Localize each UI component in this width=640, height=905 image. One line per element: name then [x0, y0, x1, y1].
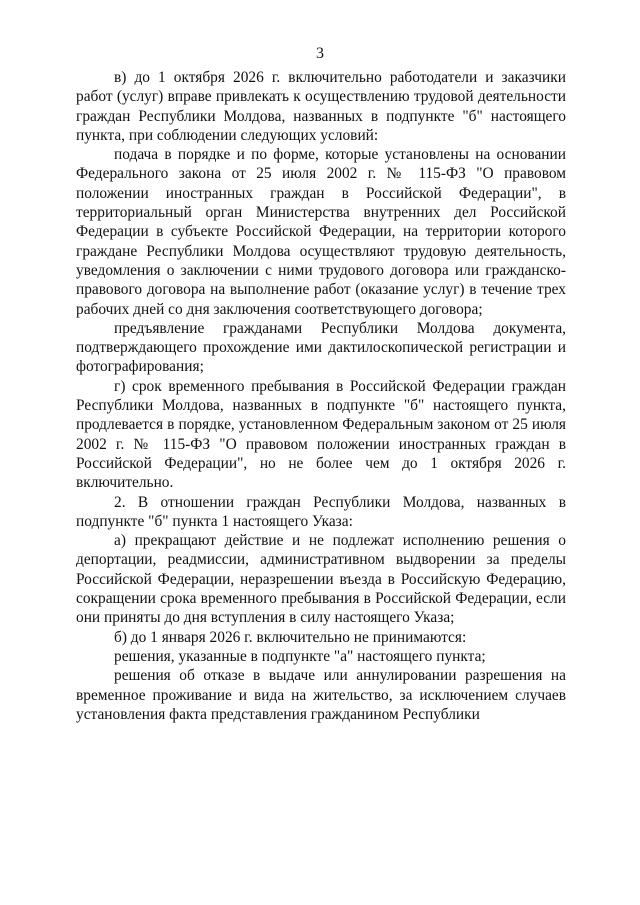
document-body [76, 68, 566, 724]
paragraph-b-not-adopted: б) до 1 января 2026 г. включительно не принимаются: [114, 628, 467, 646]
paragraph-v-employers: в) до 1 октября 2026 г. включительно работодатели и заказчики работ (услуг) вправе привлекать к осуществлению трудовой деятельности граждан Республики Молдова, названных в подпункте "б" настоящего пункта, при соблюдении следующих условий: [76, 69, 566, 144]
paragraph-a-decisions-terminated: а) прекращают действие и не подлежат исполнению решения о депортации, реадмиссии, административном выдворении за пределы Российской Федерации, неразрешении въезда в Российскую Федерацию, сокращении срока временного пребывания в Российской Федерации, если они приняты до дня вступления в силу настоящего Указа; [76, 532, 566, 627]
paragraph-g-stay-extension: г) срок временного пребывания в Российской Федерации граждан Республики Молдова, названных в подпункте "б" настоящего пункта, продлевается в порядке, установленном Федеральным законом от 25 июля 2002 г. № 115-ФЗ "О правовом положении иностранных граждан в Российской Федерации", но не более чем до 1 октября 2026 г. включительно. [76, 377, 566, 492]
paragraph-decisions-subpoint-a: решения, указанные в подпункте "а" настоящего пункта; [114, 647, 486, 665]
page-number: 3 [316, 45, 324, 62]
paragraph-refusal-decisions: решения об отказе в выдаче или аннулировании разрешения на временное проживание и вида на жительство, за исключением случаев установления факта представления гражданином Республики [76, 667, 566, 723]
paragraph-notification-submission: подача в порядке и по форме, которые установлены на основании Федерального закона от 25 июля 2002 г. № 115-ФЗ "О правовом положении иностранных граждан в Российской Федерации", в территориальный орган Министерства внутренних дел Российской Федерации в субъекте Российской Федерации, на территории которого граждане Республики Молдова осуществляют трудовую деятельность, уведомления о заключении с ними трудового договора или гражданско-правового договора на выполнение работ (оказание услуг) в течение трех рабочих дней со дня заключения соответствующего договора; [76, 146, 566, 318]
paragraph-2-intro: 2. В отношении граждан Республики Молдова, названных в подпункте "б" пункта 1 настоящего Указа: [76, 493, 566, 530]
paragraph-fingerprint-document: предъявление гражданами Республики Молдова документа, подтверждающего прохождение ими дактилоскопической регистрации и фотографирования; [76, 319, 566, 376]
